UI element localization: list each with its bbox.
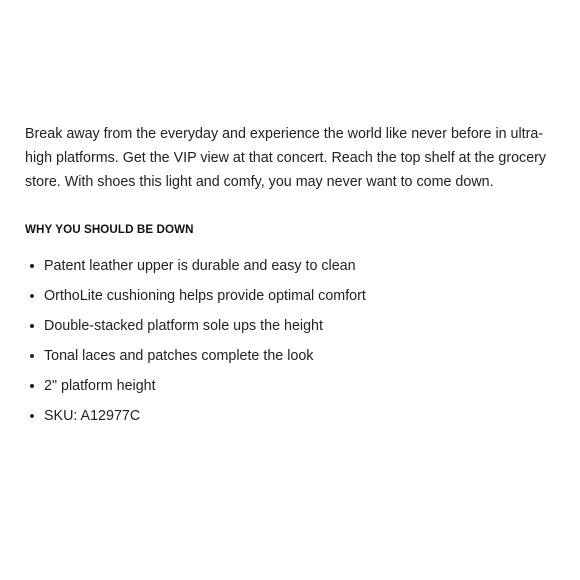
bullet-icon	[30, 354, 34, 358]
feature-list	[25, 256, 567, 426]
feature-text: SKU: A12977C	[44, 408, 141, 424]
list-item	[25, 316, 567, 336]
feature-text: Patent leather upper is durable and easy to clean	[44, 258, 356, 274]
feature-text: Double-stacked platform sole ups the height	[44, 318, 323, 334]
bullet-icon	[30, 384, 34, 388]
product-details	[25, 122, 567, 436]
bullet-icon	[30, 324, 34, 328]
list-item	[25, 376, 567, 396]
list-item	[25, 286, 567, 306]
feature-text: OrthoLite cushioning helps provide optimal comfort	[44, 288, 366, 304]
bullet-icon	[30, 294, 34, 298]
product-description: Break away from the everyday and experience the world like never before in ultra-high platforms. Get the VIP view at that concert. Reach the top shelf at the grocery store. With shoes this light and comfy, you may never want to come down.	[25, 126, 547, 190]
list-item	[25, 346, 567, 366]
bullet-icon	[30, 264, 34, 268]
features-heading: WHY YOU SHOULD BE DOWN	[25, 223, 194, 236]
list-item	[25, 406, 567, 426]
bullet-icon	[30, 414, 34, 418]
feature-text: Tonal laces and patches complete the look	[44, 348, 314, 364]
list-item	[25, 256, 567, 276]
feature-text: 2" platform height	[44, 378, 156, 394]
